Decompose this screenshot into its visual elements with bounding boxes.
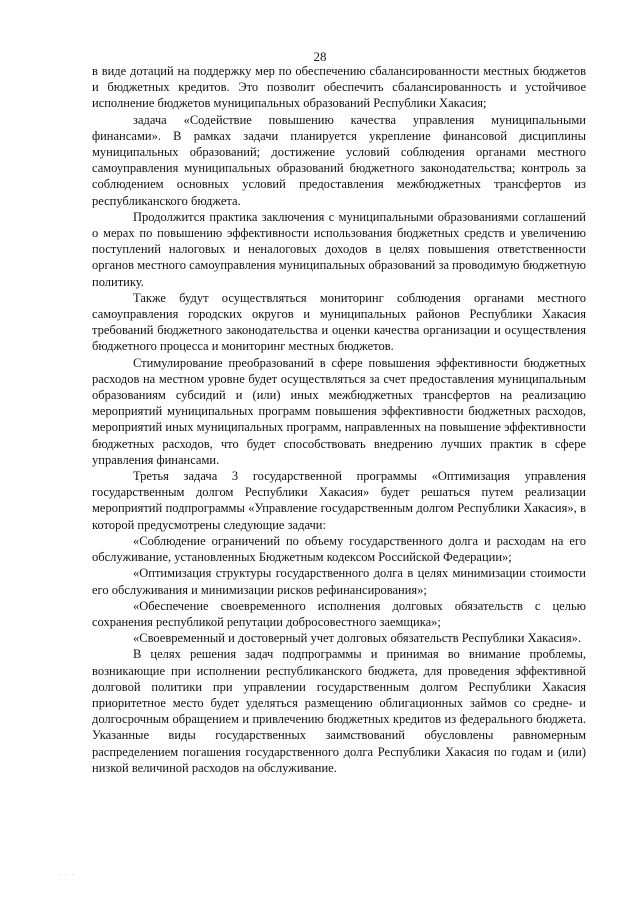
page-number: 28: [313, 49, 327, 64]
paragraph: «Оптимизация структуры государственного долга в целях минимизации стоимости его обслуживания и минимизации рисков рефинансирования»;: [92, 566, 586, 597]
paragraph: задача «Содействие повышению качества управления муниципальными финансами». В рамках задачи планируется укрепление финансовой дисциплины муниципальных образований; достижение условий соблюдения органами местного самоуправления муниципальных образований бюджетного законодательства; контроль за соблюдением основных условий предоставления межбюджетных трансфертов из республиканского бюджета.: [92, 112, 586, 208]
body-text: [92, 63, 586, 776]
paragraph: «Обеспечение своевременного исполнения долговых обязательств с целью сохранения республикой репутации добросовестного заемщика»;: [92, 598, 586, 629]
paragraph: «Соблюдение ограничений по объему государственного долга и расходам на его обслуживание, установленных Бюджетным кодексом Российской Федерации»;: [92, 533, 586, 565]
footer-mark: · · ·: [60, 872, 75, 878]
paragraph: Продолжится практика заключения с муниципальными образованиями соглашений о мерах по повышению эффективности использования бюджетных средств и увеличению поступлений налоговых и неналоговых доходов в целях повышения ответственности органов местного самоуправления муниципальных образований за проводимую бюджетную политику.: [92, 209, 586, 289]
paragraph: В целях решения задач подпрограммы и принимая во внимание проблемы, возникающие при исполнении республиканского бюджета, для проведения эффективной долговой политики при управлении государственным долгом Республики Хакасия приоритетное место будет уделяться размещению облигационных займов со средне- и долгосрочным обращением и привлечению бюджетных кредитов из федерального бюджета. Указанные виды государственных заимствований обусловлены равномерным распределением погашения государственного долга Республики Хакасия по годам и (или) низкой величиной расходов на обслуживание.: [92, 647, 586, 775]
paragraph: в виде дотаций на поддержку мер по обеспечению сбалансированности местных бюджетов и бюджетных кредитов. Это позволит обеспечить сбалансированность и устойчивое исполнение бюджетов муниципальных образований Республики Хакасия;: [92, 64, 586, 111]
paragraph: Стимулирование преобразований в сфере повышения эффективности бюджетных расходов на местном уровне будет осуществляться за счет предоставления муниципальным образованиям субсидий и (или) иных межбюджетных трансфертов на реализацию мероприятий муниципальных программ повышения эффективности бюджетных расходов, мероприятий иных муниципальных программ, направленных на повышение эффективности бюджетных расходов, что будет способствовать внедрению лучших практик в сфере управления финансами.: [92, 355, 586, 467]
paragraph: Третья задача 3 государственной программы «Оптимизация управления государственным долгом Республики Хакасия» будет решаться путем реализации мероприятий подпрограммы «Управление государственным долгом Республики Хакасия», в которой предусмотрены следующие задачи:: [92, 469, 586, 532]
paragraph: «Своевременный и достоверный учет долговых обязательств Республики Хакасия».: [133, 631, 581, 646]
paragraph: Также будут осуществляться мониторинг соблюдения органами местного самоуправления городских округов и муниципальных районов Республики Хакасия требований бюджетного законодательства и оценки качества организации и осуществления бюджетного процесса и мониторинг местных бюджетов.: [92, 290, 586, 354]
